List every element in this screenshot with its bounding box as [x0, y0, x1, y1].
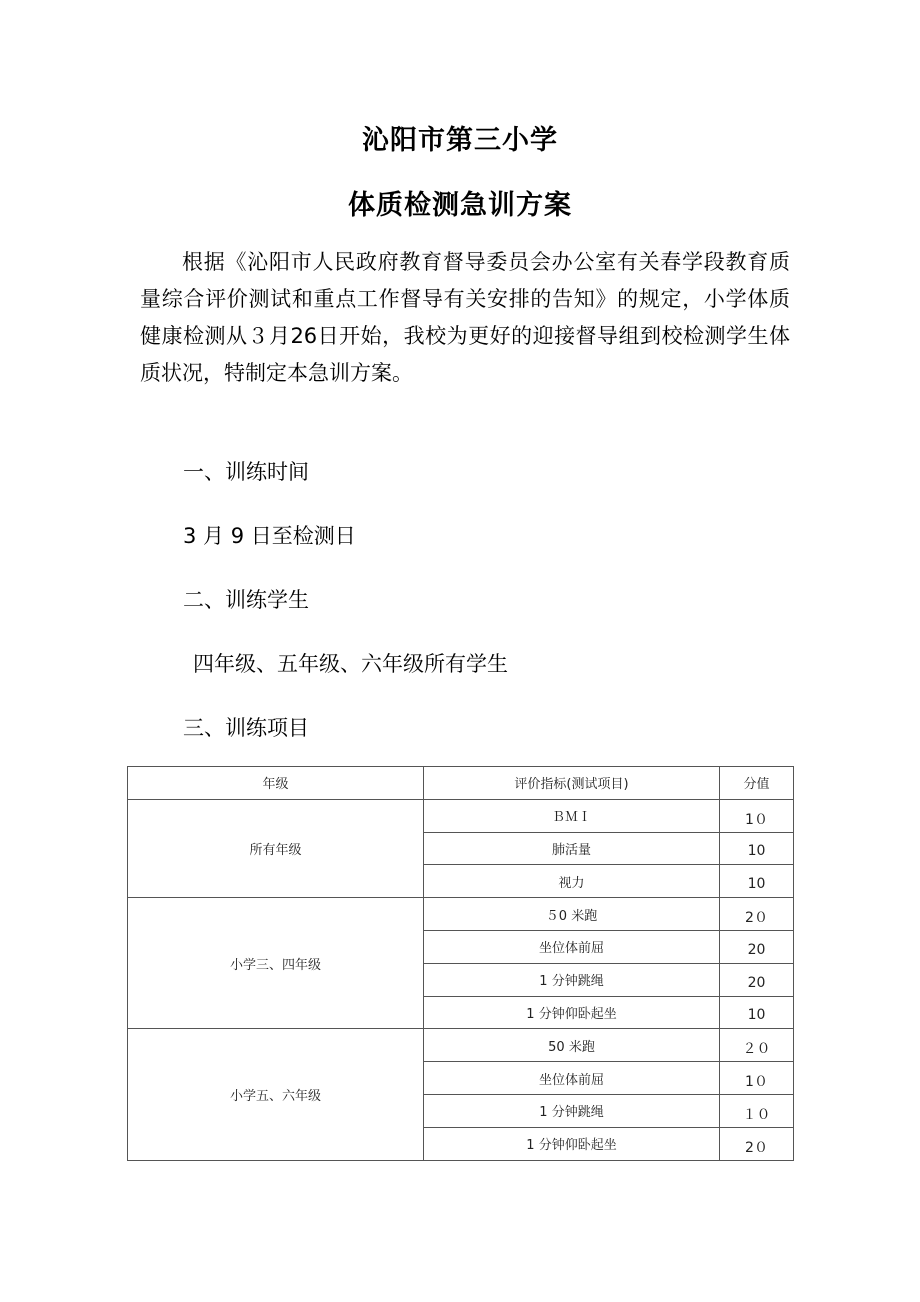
- score-cell: 1０: [720, 1062, 794, 1095]
- item-cell: 1 分钟跳绳: [424, 1094, 720, 1127]
- score-cell: １０: [720, 1094, 794, 1127]
- table-row: [128, 1029, 794, 1062]
- grade-cell: 小学三、四年级: [128, 898, 424, 1029]
- table-row: [128, 799, 794, 832]
- table-header-row: [128, 767, 794, 800]
- item-cell: 50 米跑: [424, 1029, 720, 1062]
- training-items-table: [127, 766, 794, 1161]
- item-cell: 坐位体前屈: [424, 1062, 720, 1095]
- training-time-text: 3 月 9 日至检测日: [183, 524, 356, 548]
- table-row: [128, 898, 794, 931]
- item-cell: 坐位体前屈: [424, 930, 720, 963]
- score-cell: 10: [720, 996, 794, 1029]
- header-grade: 年级: [128, 767, 424, 800]
- document-subtitle: 体质检测急训方案: [348, 190, 572, 221]
- score-cell: 2０: [720, 1127, 794, 1160]
- item-cell: 1 分钟仰卧起坐: [424, 996, 720, 1029]
- item-cell: ５0 米跑: [424, 898, 720, 931]
- grade-cell: 小学五、六年级: [128, 1029, 424, 1160]
- score-cell: 20: [720, 963, 794, 996]
- score-cell: 2０: [720, 898, 794, 931]
- item-cell: 1 分钟仰卧起坐: [424, 1127, 720, 1160]
- item-cell: ＢＭＩ: [424, 799, 720, 832]
- section-heading-training-students: 二、训练学生: [183, 588, 309, 612]
- score-cell: 10: [720, 832, 794, 865]
- score-cell: ２０: [720, 1029, 794, 1062]
- score-cell: 1０: [720, 799, 794, 832]
- item-cell: 肺活量: [424, 832, 720, 865]
- header-item: 评价指标(测试项目): [424, 767, 720, 800]
- grade-cell: 所有年级: [128, 799, 424, 897]
- training-students-text: 四年级、五年级、六年级所有学生: [193, 652, 508, 676]
- item-cell: 视力: [424, 865, 720, 898]
- intro-paragraph: 根据《沁阳市人民政府教育督导委员会办公室有关春学段教育质量综合评价测试和重点工作督导有关安排的告知》的规定，小学体质健康检测从３月26日开始，我校为更好的迎接督导组到校检测学生体质状况，特制定本急训方案。: [140, 250, 790, 385]
- score-cell: 10: [720, 865, 794, 898]
- section-heading-training-items: 三、训练项目: [183, 716, 309, 740]
- item-cell: 1 分钟跳绳: [424, 963, 720, 996]
- document-title: 沁阳市第三小学: [362, 125, 558, 156]
- score-cell: 20: [720, 930, 794, 963]
- section-heading-training-time: 一、训练时间: [183, 460, 309, 484]
- header-score: 分值: [720, 767, 794, 800]
